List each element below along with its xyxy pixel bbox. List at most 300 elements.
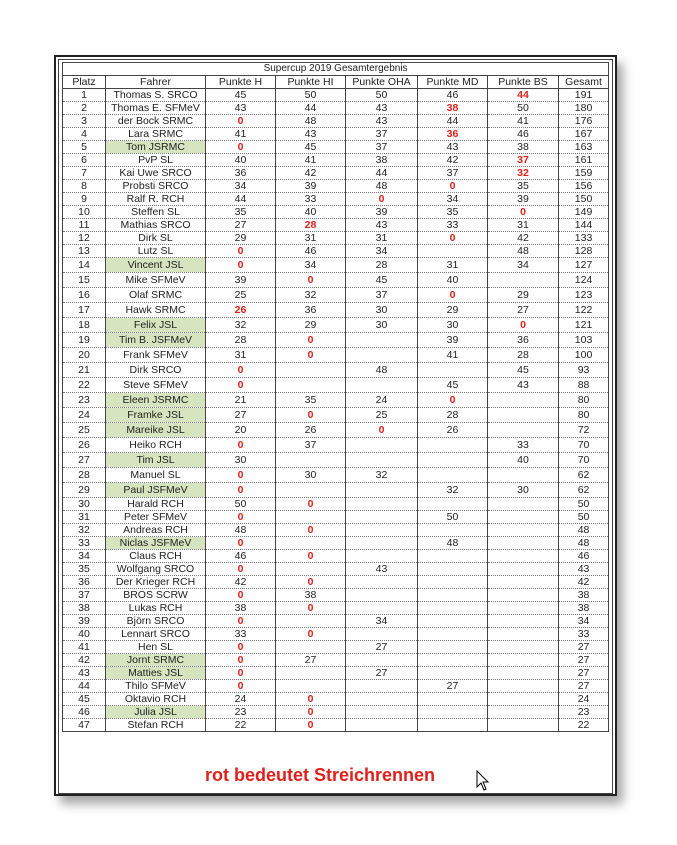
fahrer-cell: Dirk SL xyxy=(106,232,206,245)
platz-cell: 34 xyxy=(63,550,106,563)
punkte-hi-cell: 28 xyxy=(276,219,346,232)
gesamt-cell: 167 xyxy=(559,128,609,141)
fahrer-cell: Wolfgang SRCO xyxy=(106,563,206,576)
table-row xyxy=(63,537,609,550)
table-row xyxy=(63,258,609,273)
punkte-bs-cell xyxy=(488,641,559,654)
punkte-h-cell: 33 xyxy=(206,628,276,641)
table-row xyxy=(63,654,609,667)
punkte-hi-cell: 45 xyxy=(276,141,346,154)
table-row xyxy=(63,423,609,438)
platz-cell: 3 xyxy=(63,115,106,128)
punkte-oha-cell: 27 xyxy=(346,667,418,680)
platz-cell: 44 xyxy=(63,680,106,693)
table-row xyxy=(63,154,609,167)
punkte-hi-cell xyxy=(276,453,346,468)
fahrer-cell: Olaf SRMC xyxy=(106,288,206,303)
punkte-h-cell: 34 xyxy=(206,180,276,193)
punkte-oha-cell xyxy=(346,333,418,348)
gesamt-cell: 144 xyxy=(559,219,609,232)
gesamt-cell: 127 xyxy=(559,258,609,273)
punkte-oha-cell xyxy=(346,680,418,693)
punkte-h-cell: 50 xyxy=(206,498,276,511)
punkte-h-cell: 0 xyxy=(206,615,276,628)
punkte-hi-cell: 27 xyxy=(276,654,346,667)
table-row xyxy=(63,193,609,206)
punkte-bs-cell: 46 xyxy=(488,128,559,141)
fahrer-cell: Paul JSFMeV xyxy=(106,483,206,498)
punkte-hi-cell: 37 xyxy=(276,438,346,453)
table-row xyxy=(63,303,609,318)
punkte-hi-cell xyxy=(276,563,346,576)
punkte-md-cell: 48 xyxy=(418,537,488,550)
punkte-h-cell: 0 xyxy=(206,363,276,378)
punkte-hi-cell: 46 xyxy=(276,245,346,258)
table-row xyxy=(63,524,609,537)
punkte-oha-cell: 43 xyxy=(346,219,418,232)
platz-cell: 36 xyxy=(63,576,106,589)
platz-cell: 15 xyxy=(63,273,106,288)
punkte-h-cell: 38 xyxy=(206,602,276,615)
fahrer-cell: BROS SCRW xyxy=(106,589,206,602)
table-row xyxy=(63,115,609,128)
header-row xyxy=(63,76,609,89)
platz-cell: 45 xyxy=(63,693,106,706)
gesamt-cell: 100 xyxy=(559,348,609,363)
fahrer-cell: Tim B. JSFMeV xyxy=(106,333,206,348)
gesamt-cell: 50 xyxy=(559,498,609,511)
punkte-h-cell: 32 xyxy=(206,318,276,333)
punkte-oha-cell xyxy=(346,537,418,550)
table-row xyxy=(63,589,609,602)
fahrer-cell: Lara SRMC xyxy=(106,128,206,141)
punkte-md-cell: 27 xyxy=(418,680,488,693)
punkte-md-cell: 41 xyxy=(418,348,488,363)
fahrer-cell: Julia JSL xyxy=(106,706,206,719)
table-row xyxy=(63,318,609,333)
punkte-h-cell: 39 xyxy=(206,273,276,288)
table-row xyxy=(63,348,609,363)
results-table xyxy=(62,62,609,732)
table-row xyxy=(63,628,609,641)
table-row xyxy=(63,498,609,511)
punkte-md-cell: 38 xyxy=(418,102,488,115)
punkte-oha-cell xyxy=(346,602,418,615)
punkte-h-cell: 26 xyxy=(206,303,276,318)
punkte-oha-cell: 37 xyxy=(346,128,418,141)
punkte-h-cell: 0 xyxy=(206,537,276,550)
punkte-bs-cell xyxy=(488,706,559,719)
punkte-bs-cell: 40 xyxy=(488,453,559,468)
fahrer-cell: Tim JSL xyxy=(106,453,206,468)
punkte-md-cell xyxy=(418,602,488,615)
punkte-hi-cell: 34 xyxy=(276,258,346,273)
gesamt-cell: 70 xyxy=(559,453,609,468)
table-row xyxy=(63,378,609,393)
punkte-oha-cell: 43 xyxy=(346,115,418,128)
punkte-h-cell: 0 xyxy=(206,511,276,524)
table-row xyxy=(63,468,609,483)
gesamt-cell: 27 xyxy=(559,641,609,654)
punkte-bs-cell: 44 xyxy=(488,89,559,102)
fahrer-cell: Kai Uwe SRCO xyxy=(106,167,206,180)
platz-cell: 5 xyxy=(63,141,106,154)
punkte-bs-cell xyxy=(488,719,559,732)
fahrer-cell: Der Krieger RCH xyxy=(106,576,206,589)
fahrer-cell: Thomas E. SFMeV xyxy=(106,102,206,115)
table-row xyxy=(63,667,609,680)
punkte-h-cell: 0 xyxy=(206,378,276,393)
punkte-oha-cell xyxy=(346,550,418,563)
punkte-hi-cell: 0 xyxy=(276,498,346,511)
punkte-md-cell xyxy=(418,615,488,628)
punkte-h-cell: 0 xyxy=(206,641,276,654)
punkte-bs-cell xyxy=(488,393,559,408)
punkte-oha-cell: 37 xyxy=(346,141,418,154)
platz-cell: 31 xyxy=(63,511,106,524)
table-row xyxy=(63,693,609,706)
gesamt-cell: 27 xyxy=(559,654,609,667)
fahrer-cell: Ralf R. RCH xyxy=(106,193,206,206)
punkte-hi-cell: 38 xyxy=(276,589,346,602)
punkte-hi-cell: 30 xyxy=(276,468,346,483)
platz-cell: 39 xyxy=(63,615,106,628)
fahrer-cell: Eleen JSRMC xyxy=(106,393,206,408)
punkte-bs-cell: 30 xyxy=(488,483,559,498)
punkte-oha-cell: 32 xyxy=(346,468,418,483)
platz-cell: 27 xyxy=(63,453,106,468)
gesamt-cell: 22 xyxy=(559,719,609,732)
fahrer-cell: Harald RCH xyxy=(106,498,206,511)
punkte-oha-cell: 28 xyxy=(346,258,418,273)
punkte-h-cell: 0 xyxy=(206,438,276,453)
platz-cell: 43 xyxy=(63,667,106,680)
punkte-md-cell: 28 xyxy=(418,408,488,423)
platz-cell: 14 xyxy=(63,258,106,273)
punkte-oha-cell: 31 xyxy=(346,232,418,245)
platz-cell: 30 xyxy=(63,498,106,511)
punkte-bs-cell xyxy=(488,680,559,693)
gesamt-cell: 27 xyxy=(559,667,609,680)
punkte-hi-cell: 0 xyxy=(276,273,346,288)
punkte-hi-cell: 35 xyxy=(276,393,346,408)
punkte-h-cell: 0 xyxy=(206,667,276,680)
punkte-hi-cell: 0 xyxy=(276,524,346,537)
punkte-md-cell xyxy=(418,641,488,654)
gesamt-cell: 176 xyxy=(559,115,609,128)
gesamt-cell: 121 xyxy=(559,318,609,333)
table-row xyxy=(63,288,609,303)
gesamt-cell: 93 xyxy=(559,363,609,378)
gesamt-cell: 62 xyxy=(559,483,609,498)
punkte-bs-cell xyxy=(488,667,559,680)
punkte-md-cell xyxy=(418,589,488,602)
gesamt-cell: 123 xyxy=(559,288,609,303)
table-row xyxy=(63,563,609,576)
table-row xyxy=(63,180,609,193)
punkte-md-cell xyxy=(418,453,488,468)
gesamt-cell: 43 xyxy=(559,563,609,576)
punkte-hi-cell xyxy=(276,667,346,680)
punkte-bs-cell xyxy=(488,511,559,524)
fahrer-cell: Vincent JSL xyxy=(106,258,206,273)
punkte-bs-cell xyxy=(488,628,559,641)
punkte-hi-cell: 42 xyxy=(276,167,346,180)
fahrer-cell: Hawk SRMC xyxy=(106,303,206,318)
punkte-oha-cell: 37 xyxy=(346,288,418,303)
punkte-h-cell: 23 xyxy=(206,706,276,719)
punkte-h-cell: 46 xyxy=(206,550,276,563)
mouse-pointer-icon xyxy=(476,770,490,792)
table-row xyxy=(63,363,609,378)
punkte-hi-cell: 0 xyxy=(276,348,346,363)
table-row xyxy=(63,576,609,589)
punkte-md-cell xyxy=(418,719,488,732)
punkte-oha-cell: 38 xyxy=(346,154,418,167)
platz-cell: 4 xyxy=(63,128,106,141)
fahrer-cell: Tom JSRMC xyxy=(106,141,206,154)
gesamt-cell: 159 xyxy=(559,167,609,180)
punkte-hi-cell: 40 xyxy=(276,206,346,219)
punkte-md-cell: 0 xyxy=(418,393,488,408)
punkte-bs-cell: 31 xyxy=(488,219,559,232)
fahrer-cell: Björn SRCO xyxy=(106,615,206,628)
punkte-bs-cell: 42 xyxy=(488,232,559,245)
table-row xyxy=(63,141,609,154)
punkte-bs-cell xyxy=(488,602,559,615)
punkte-hi-cell: 50 xyxy=(276,89,346,102)
punkte-h-cell: 28 xyxy=(206,333,276,348)
punkte-md-cell: 42 xyxy=(418,154,488,167)
punkte-bs-cell: 39 xyxy=(488,193,559,206)
platz-cell: 25 xyxy=(63,423,106,438)
fahrer-cell: Matties JSL xyxy=(106,667,206,680)
platz-cell: 40 xyxy=(63,628,106,641)
punkte-oha-cell xyxy=(346,719,418,732)
punkte-h-cell: 45 xyxy=(206,89,276,102)
punkte-bs-cell: 50 xyxy=(488,102,559,115)
table-row xyxy=(63,453,609,468)
punkte-oha-cell xyxy=(346,654,418,667)
platz-cell: 21 xyxy=(63,363,106,378)
punkte-hi-cell: 0 xyxy=(276,333,346,348)
punkte-md-cell: 0 xyxy=(418,232,488,245)
gesamt-cell: 27 xyxy=(559,680,609,693)
gesamt-cell: 23 xyxy=(559,706,609,719)
gesamt-cell: 150 xyxy=(559,193,609,206)
punkte-md-cell: 0 xyxy=(418,180,488,193)
punkte-md-cell: 34 xyxy=(418,193,488,206)
platz-cell: 33 xyxy=(63,537,106,550)
punkte-hi-cell xyxy=(276,378,346,393)
platz-cell: 38 xyxy=(63,602,106,615)
table-title: Supercup 2019 Gesamtergebnis xyxy=(63,63,609,76)
fahrer-cell: Mareike JSL xyxy=(106,423,206,438)
punkte-hi-cell: 31 xyxy=(276,232,346,245)
platz-cell: 42 xyxy=(63,654,106,667)
punkte-bs-cell xyxy=(488,693,559,706)
punkte-oha-cell xyxy=(346,378,418,393)
fahrer-cell: der Bock SRMC xyxy=(106,115,206,128)
fahrer-cell: Framke JSL xyxy=(106,408,206,423)
punkte-md-cell: 35 xyxy=(418,206,488,219)
fahrer-cell: Lukas RCH xyxy=(106,602,206,615)
fahrer-cell: Steve SFMeV xyxy=(106,378,206,393)
punkte-bs-cell: 33 xyxy=(488,438,559,453)
punkte-oha-cell xyxy=(346,524,418,537)
punkte-oha-cell: 24 xyxy=(346,393,418,408)
fahrer-cell: Frank SFMeV xyxy=(106,348,206,363)
fahrer-cell: Lennart SRCO xyxy=(106,628,206,641)
punkte-md-cell xyxy=(418,468,488,483)
fahrer-cell: PvP SL xyxy=(106,154,206,167)
punkte-bs-cell xyxy=(488,589,559,602)
punkte-md-cell xyxy=(418,628,488,641)
punkte-md-cell: 26 xyxy=(418,423,488,438)
gesamt-cell: 38 xyxy=(559,589,609,602)
punkte-h-cell: 31 xyxy=(206,348,276,363)
table-row xyxy=(63,615,609,628)
gesamt-cell: 149 xyxy=(559,206,609,219)
punkte-md-cell: 29 xyxy=(418,303,488,318)
punkte-hi-cell xyxy=(276,511,346,524)
platz-cell: 23 xyxy=(63,393,106,408)
table-row xyxy=(63,680,609,693)
punkte-h-cell: 22 xyxy=(206,719,276,732)
punkte-bs-cell xyxy=(488,537,559,550)
punkte-hi-cell xyxy=(276,483,346,498)
table-row xyxy=(63,102,609,115)
punkte-oha-cell: 25 xyxy=(346,408,418,423)
punkte-md-cell: 40 xyxy=(418,273,488,288)
punkte-h-cell: 27 xyxy=(206,408,276,423)
gesamt-cell: 161 xyxy=(559,154,609,167)
platz-cell: 7 xyxy=(63,167,106,180)
platz-cell: 24 xyxy=(63,408,106,423)
platz-cell: 46 xyxy=(63,706,106,719)
gesamt-cell: 122 xyxy=(559,303,609,318)
platz-cell: 11 xyxy=(63,219,106,232)
fahrer-cell: Felix JSL xyxy=(106,318,206,333)
platz-cell: 9 xyxy=(63,193,106,206)
punkte-oha-cell xyxy=(346,693,418,706)
punkte-oha-cell: 0 xyxy=(346,193,418,206)
fahrer-cell: Dirk SRCO xyxy=(106,363,206,378)
punkte-md-cell: 32 xyxy=(418,483,488,498)
punkte-oha-cell: 45 xyxy=(346,273,418,288)
punkte-bs-cell xyxy=(488,550,559,563)
punkte-oha-cell xyxy=(346,628,418,641)
punkte-h-cell: 25 xyxy=(206,288,276,303)
punkte-oha-cell xyxy=(346,511,418,524)
platz-cell: 32 xyxy=(63,524,106,537)
punkte-hi-cell: 48 xyxy=(276,115,346,128)
punkte-hi-cell: 43 xyxy=(276,128,346,141)
punkte-bs-cell xyxy=(488,498,559,511)
punkte-md-cell xyxy=(418,438,488,453)
gesamt-cell: 48 xyxy=(559,524,609,537)
table-row xyxy=(63,219,609,232)
punkte-oha-cell: 48 xyxy=(346,180,418,193)
punkte-bs-cell xyxy=(488,273,559,288)
punkte-h-cell: 29 xyxy=(206,232,276,245)
fahrer-cell: Lutz SL xyxy=(106,245,206,258)
punkte-bs-cell: 38 xyxy=(488,141,559,154)
punkte-md-cell: 43 xyxy=(418,141,488,154)
punkte-md-cell xyxy=(418,524,488,537)
platz-cell: 8 xyxy=(63,180,106,193)
punkte-bs-cell xyxy=(488,524,559,537)
punkte-oha-cell: 48 xyxy=(346,363,418,378)
table-row xyxy=(63,245,609,258)
gesamt-cell: 42 xyxy=(559,576,609,589)
punkte-h-cell: 0 xyxy=(206,589,276,602)
punkte-bs-cell: 29 xyxy=(488,288,559,303)
punkte-h-cell: 40 xyxy=(206,154,276,167)
gesamt-cell: 38 xyxy=(559,602,609,615)
punkte-h-cell: 0 xyxy=(206,680,276,693)
gesamt-cell: 163 xyxy=(559,141,609,154)
punkte-hi-cell xyxy=(276,363,346,378)
punkte-hi-cell xyxy=(276,615,346,628)
table-row xyxy=(63,483,609,498)
punkte-md-cell: 33 xyxy=(418,219,488,232)
punkte-bs-cell xyxy=(488,654,559,667)
fahrer-cell: Niclas JSFMeV xyxy=(106,537,206,550)
sheet-frame xyxy=(58,59,613,794)
table-row xyxy=(63,408,609,423)
punkte-h-cell: 0 xyxy=(206,115,276,128)
header-punkte-bs: Punkte BS xyxy=(488,76,559,89)
table-row xyxy=(63,438,609,453)
platz-cell: 12 xyxy=(63,232,106,245)
punkte-bs-cell: 36 xyxy=(488,333,559,348)
punkte-h-cell: 21 xyxy=(206,393,276,408)
punkte-hi-cell: 0 xyxy=(276,408,346,423)
punkte-md-cell: 0 xyxy=(418,288,488,303)
punkte-h-cell: 20 xyxy=(206,423,276,438)
fahrer-cell: Thomas S. SRCO xyxy=(106,89,206,102)
table-row xyxy=(63,550,609,563)
punkte-bs-cell: 45 xyxy=(488,363,559,378)
punkte-hi-cell: 0 xyxy=(276,706,346,719)
punkte-oha-cell: 50 xyxy=(346,89,418,102)
punkte-h-cell: 44 xyxy=(206,193,276,206)
punkte-hi-cell xyxy=(276,641,346,654)
punkte-oha-cell: 44 xyxy=(346,167,418,180)
punkte-h-cell: 27 xyxy=(206,219,276,232)
gesamt-cell: 128 xyxy=(559,245,609,258)
punkte-hi-cell: 0 xyxy=(276,550,346,563)
punkte-md-cell xyxy=(418,693,488,706)
punkte-oha-cell xyxy=(346,498,418,511)
gesamt-cell: 180 xyxy=(559,102,609,115)
punkte-oha-cell: 30 xyxy=(346,303,418,318)
punkte-hi-cell: 26 xyxy=(276,423,346,438)
punkte-h-cell: 35 xyxy=(206,206,276,219)
punkte-bs-cell: 34 xyxy=(488,258,559,273)
punkte-oha-cell: 43 xyxy=(346,563,418,576)
punkte-hi-cell: 0 xyxy=(276,602,346,615)
platz-cell: 1 xyxy=(63,89,106,102)
gesamt-cell: 70 xyxy=(559,438,609,453)
punkte-bs-cell: 35 xyxy=(488,180,559,193)
punkte-md-cell: 31 xyxy=(418,258,488,273)
punkte-md-cell xyxy=(418,563,488,576)
punkte-h-cell: 42 xyxy=(206,576,276,589)
punkte-h-cell: 41 xyxy=(206,128,276,141)
punkte-hi-cell: 44 xyxy=(276,102,346,115)
